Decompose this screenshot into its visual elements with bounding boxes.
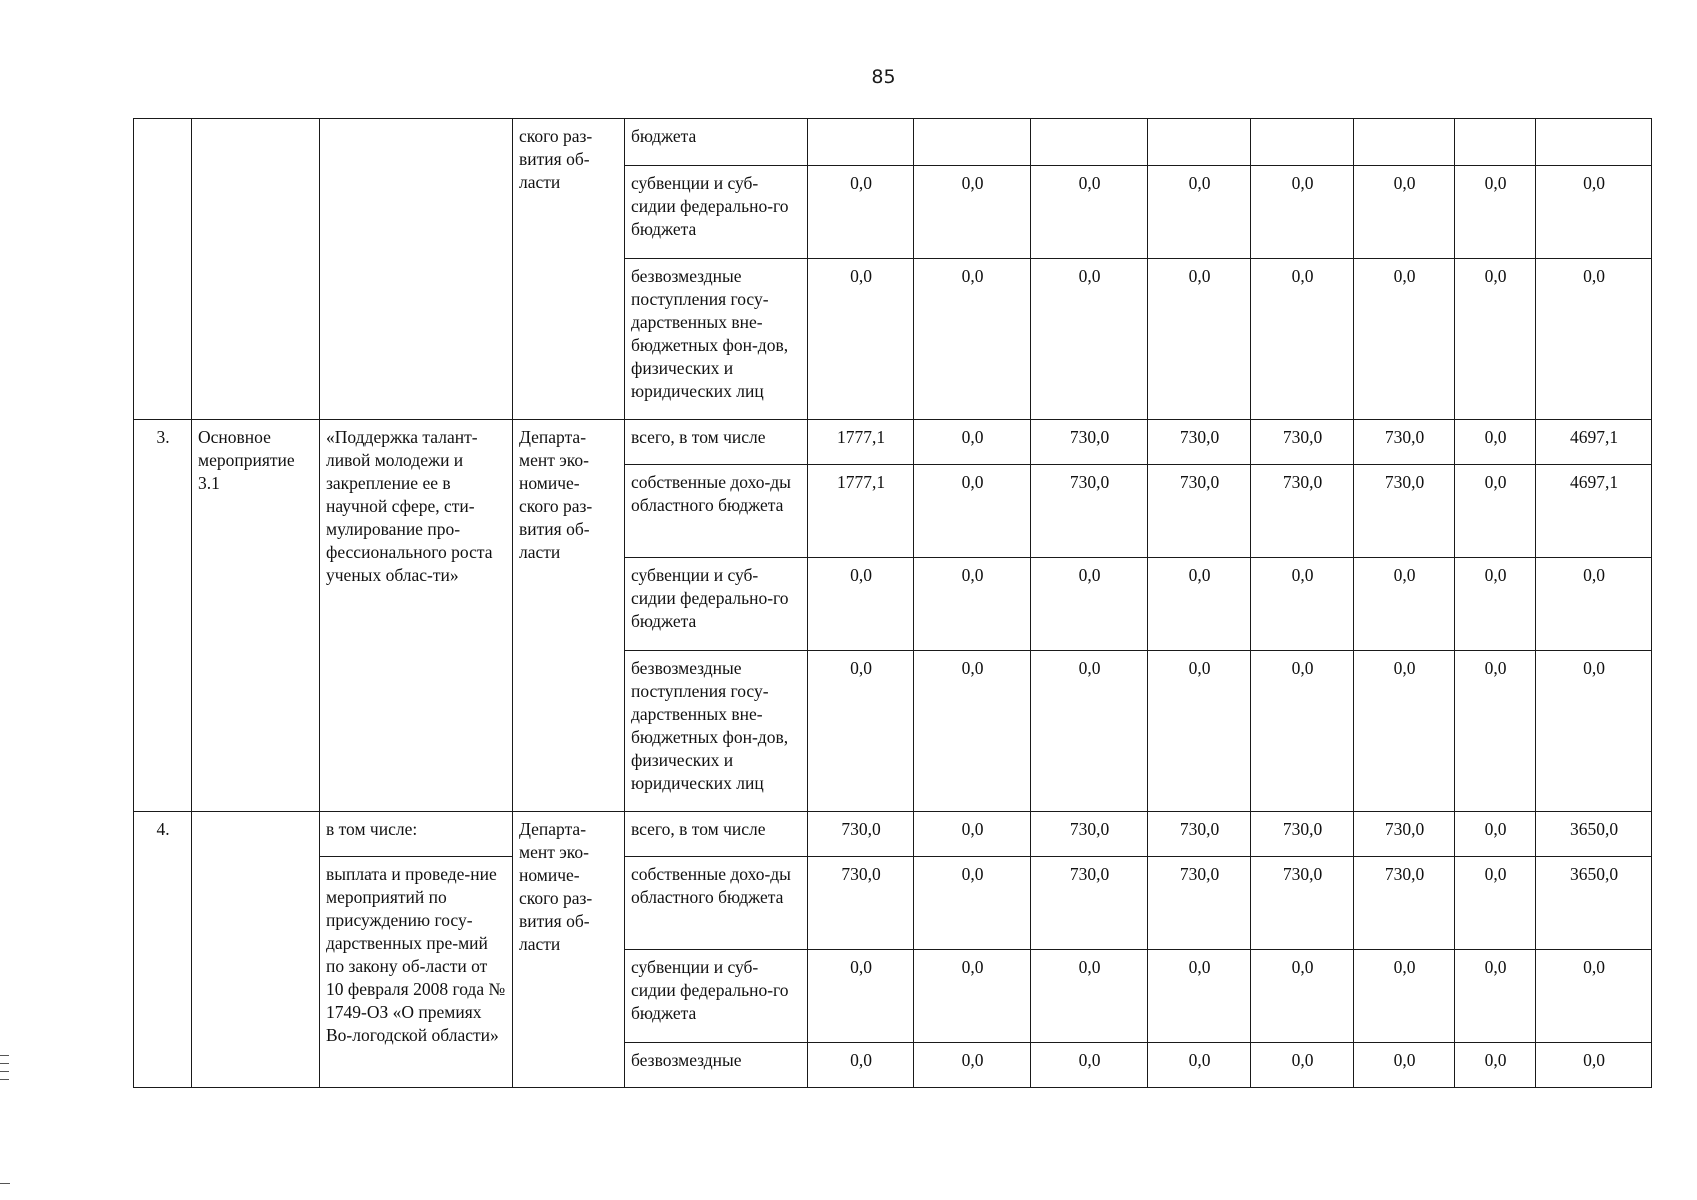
cell-value: 730,0	[1354, 812, 1455, 857]
cell-value	[1455, 119, 1536, 166]
cell-num	[134, 119, 192, 420]
cell-value: 0,0	[1536, 558, 1652, 651]
cell-source: безвозмездные поступления госу-дарственных вне-бюджетных фон-дов, физических и юридических лиц	[625, 259, 808, 420]
cell-name	[320, 119, 513, 420]
cell-value: 0,0	[808, 558, 914, 651]
cell-value: 4697,1	[1536, 465, 1652, 558]
cell-value: 0,0	[1536, 1043, 1652, 1088]
cell-value	[1148, 119, 1251, 166]
cell-value: 0,0	[1455, 812, 1536, 857]
cell-value: 0,0	[1148, 558, 1251, 651]
cell-value: 0,0	[1251, 259, 1354, 420]
cell-value: 0,0	[1031, 166, 1148, 259]
cell-value: 0,0	[1031, 558, 1148, 651]
cell-value: 0,0	[1031, 651, 1148, 812]
cell-value: 0,0	[808, 950, 914, 1043]
cell-source: всего, в том числе	[625, 420, 808, 465]
cell-value	[1536, 119, 1652, 166]
cell-value: 0,0	[808, 651, 914, 812]
cell-source: собственные дохо-ды областного бюджета	[625, 465, 808, 558]
cell-value: 0,0	[914, 420, 1031, 465]
cell-source: субвенции и суб-сидии федерально-го бюджета	[625, 950, 808, 1043]
cell-executor: ского раз-вития об-ласти	[513, 119, 625, 420]
cell-value: 0,0	[1455, 420, 1536, 465]
cell-value: 730,0	[1354, 857, 1455, 950]
cell-value: 0,0	[1148, 1043, 1251, 1088]
cell-value: 0,0	[1031, 259, 1148, 420]
cell-status: Основное мероприятие 3.1	[192, 420, 320, 812]
cell-value: 730,0	[1251, 465, 1354, 558]
cell-value: 0,0	[1354, 259, 1455, 420]
cell-source: субвенции и суб-сидии федерально-го бюджета	[625, 558, 808, 651]
budget-table	[133, 118, 1652, 1088]
cell-value: 0,0	[1455, 259, 1536, 420]
cell-value: 730,0	[1031, 420, 1148, 465]
cell-value: 0,0	[914, 166, 1031, 259]
cell-value: 730,0	[1251, 857, 1354, 950]
cell-value: 730,0	[1148, 465, 1251, 558]
cell-value: 0,0	[1455, 950, 1536, 1043]
table-row	[134, 119, 1652, 166]
cell-value: 730,0	[1251, 420, 1354, 465]
cell-value: 0,0	[1354, 1043, 1455, 1088]
cell-value: 0,0	[1455, 558, 1536, 651]
cell-value: 730,0	[808, 812, 914, 857]
cell-status	[192, 119, 320, 420]
page-number: 85	[871, 66, 896, 88]
cell-value: 730,0	[1031, 465, 1148, 558]
cell-value: 0,0	[1455, 465, 1536, 558]
cell-source: безвозмездные поступления госу-дарственных вне-бюджетных фон-дов, физических и юридических лиц	[625, 651, 808, 812]
cell-value: 1777,1	[808, 465, 914, 558]
cell-value: 0,0	[808, 1043, 914, 1088]
cell-value: 0,0	[914, 950, 1031, 1043]
table-row	[134, 420, 1652, 465]
cell-value: 0,0	[1148, 950, 1251, 1043]
cell-value: 0,0	[1148, 166, 1251, 259]
scan-margin-dash	[0, 1183, 10, 1184]
cell-value	[1354, 119, 1455, 166]
cell-value: 0,0	[1536, 950, 1652, 1043]
cell-value: 0,0	[1455, 651, 1536, 812]
cell-num: 3.	[134, 420, 192, 812]
cell-source: субвенции и суб-сидии федерально-го бюджета	[625, 166, 808, 259]
cell-value: 730,0	[1354, 420, 1455, 465]
cell-value: 0,0	[1148, 651, 1251, 812]
cell-value: 0,0	[914, 259, 1031, 420]
cell-value: 0,0	[1455, 166, 1536, 259]
cell-value: 730,0	[1148, 420, 1251, 465]
cell-value: 0,0	[808, 259, 914, 420]
cell-value: 0,0	[914, 812, 1031, 857]
cell-value: 0,0	[914, 651, 1031, 812]
cell-value: 3650,0	[1536, 812, 1652, 857]
cell-value: 0,0	[1455, 857, 1536, 950]
cell-value: 4697,1	[1536, 420, 1652, 465]
cell-value: 730,0	[1031, 812, 1148, 857]
cell-value: 0,0	[1251, 558, 1354, 651]
table-row	[134, 812, 1652, 857]
cell-value: 0,0	[914, 857, 1031, 950]
cell-value: 0,0	[1536, 651, 1652, 812]
cell-value: 0,0	[1354, 651, 1455, 812]
cell-value: 730,0	[1148, 857, 1251, 950]
cell-executor: Департа-мент эко-номиче-ского раз-вития об-ласти	[513, 420, 625, 812]
cell-num: 4.	[134, 812, 192, 1088]
table-row	[134, 857, 1652, 950]
cell-value: 0,0	[1354, 166, 1455, 259]
cell-value	[1031, 119, 1148, 166]
cell-value	[808, 119, 914, 166]
cell-name: выплата и проведе-ние мероприятий по присуждению госу-дарственных пре-мий по закону об-ласти от 10 февраля 2008 года № 1749-ОЗ «О премиях Во-логодской области»	[320, 857, 513, 1088]
cell-value: 730,0	[1354, 465, 1455, 558]
cell-value: 0,0	[914, 1043, 1031, 1088]
cell-value: 0,0	[1354, 558, 1455, 651]
cell-source: всего, в том числе	[625, 812, 808, 857]
cell-value: 0,0	[1031, 1043, 1148, 1088]
cell-value	[914, 119, 1031, 166]
cell-value: 3650,0	[1536, 857, 1652, 950]
cell-value: 0,0	[1031, 950, 1148, 1043]
cell-status	[192, 812, 320, 1088]
cell-value: 0,0	[1251, 950, 1354, 1043]
cell-executor: Департа-мент эко-номиче-ского раз-вития об-ласти	[513, 812, 625, 1088]
cell-value	[1251, 119, 1354, 166]
cell-value: 0,0	[914, 465, 1031, 558]
cell-value: 730,0	[1148, 812, 1251, 857]
cell-value: 0,0	[1455, 1043, 1536, 1088]
cell-value: 730,0	[1251, 812, 1354, 857]
cell-value: 0,0	[1536, 259, 1652, 420]
cell-source: бюджета	[625, 119, 808, 166]
cell-value: 0,0	[1251, 166, 1354, 259]
cell-source: собственные дохо-ды областного бюджета	[625, 857, 808, 950]
cell-value: 0,0	[808, 166, 914, 259]
cell-value: 0,0	[1251, 1043, 1354, 1088]
cell-value: 0,0	[914, 558, 1031, 651]
cell-value: 1777,1	[808, 420, 914, 465]
cell-value: 0,0	[1536, 166, 1652, 259]
cell-value: 730,0	[808, 857, 914, 950]
cell-value: 0,0	[1251, 651, 1354, 812]
cell-name-head: в том числе:	[320, 812, 513, 857]
cell-name: «Поддержка талант-ливой молодежи и закрепление ее в научной сфере, сти-мулирование про-фессионального роста ученых облас-ти»	[320, 420, 513, 812]
cell-value: 730,0	[1031, 857, 1148, 950]
scan-margin-marks	[0, 1055, 10, 1087]
cell-value: 0,0	[1148, 259, 1251, 420]
cell-value: 0,0	[1354, 950, 1455, 1043]
cell-source: безвозмездные	[625, 1043, 808, 1088]
